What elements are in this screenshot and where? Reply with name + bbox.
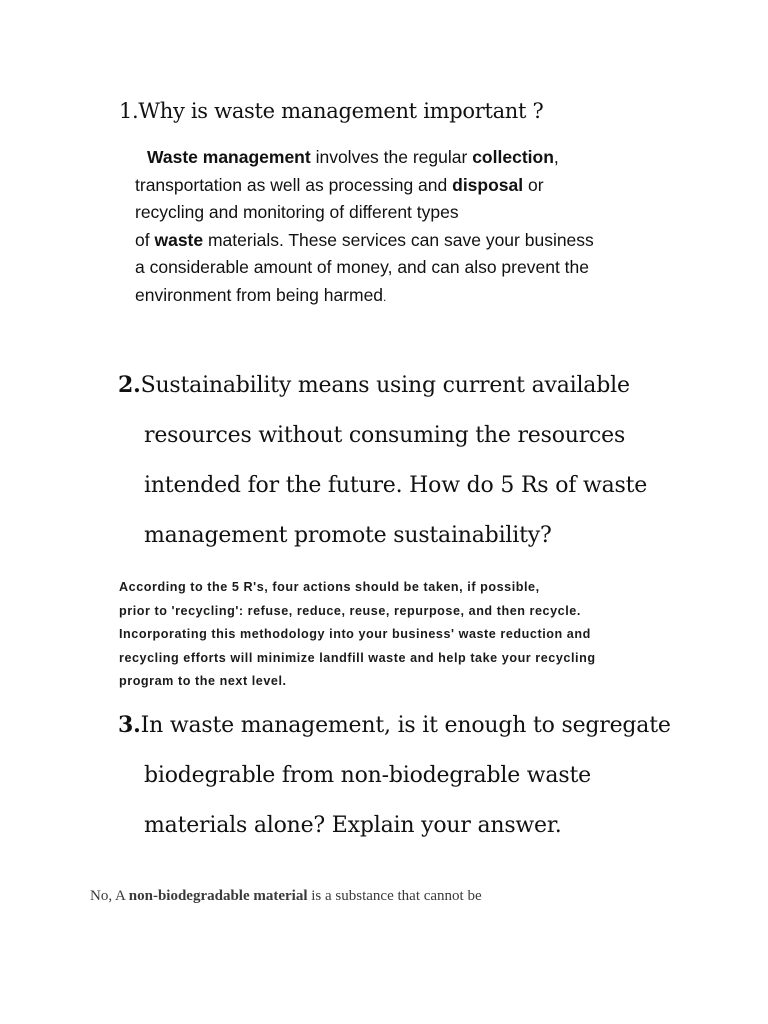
answer-1-bold-waste-management: Waste management (147, 147, 311, 167)
answer-1-bold-waste: waste (154, 229, 204, 250)
answer-3-bold-term: non-biodegradable material (128, 888, 308, 904)
answer-3-text: No, A (90, 888, 129, 904)
question-3-line: biodegrable from non-biodegrable waste (144, 763, 591, 788)
answer-1-text: environment from being harmed (135, 284, 384, 305)
question-3-line: In waste management, is it enough to segregate (140, 713, 671, 738)
answer-1-text: involves the regular (310, 147, 473, 167)
answer-2-line: Incorporating this methodology into your business' waste reduction and (119, 627, 591, 641)
question-2-line: intended for the future. How do 5 Rs of waste (144, 473, 648, 498)
question-2-line: management promote sustainability? (144, 523, 552, 548)
question-1-title: 1.Why is waste management important ? (119, 99, 544, 123)
answer-1-text: a considerable amount of money, and can also prevent the (135, 257, 589, 277)
answer-2-line: According to the 5 R's, four actions should be taken, if possible, (119, 580, 540, 594)
answer-1-text: of (135, 229, 155, 250)
question-1-answer (135, 144, 695, 311)
answer-3-text: is a substance that cannot be (307, 888, 482, 904)
answer-1-text: , (553, 147, 559, 167)
question-3-title (118, 700, 671, 851)
answer-2-line: recycling efforts will minimize landfill waste and help take your recycling (119, 650, 596, 665)
question-2-answer (119, 576, 699, 694)
answer-1-text: materials. These services can save your business (203, 229, 594, 250)
question-2-title (118, 360, 647, 561)
question-2-number: 2. (118, 372, 141, 398)
question-3-answer (90, 888, 482, 905)
answer-1-text: transportation as well as processing and (135, 174, 453, 195)
question-2-line: Sustainability means using current available (140, 373, 630, 398)
answer-1-text: recycling and monitoring of different types (135, 202, 459, 222)
question-3-line: materials alone? Explain your answer. (144, 813, 562, 838)
answer-1-period: . (383, 289, 387, 304)
answer-2-line: program to the next level. (119, 674, 287, 688)
answer-1-text: or (523, 174, 544, 195)
question-3-number: 3. (118, 712, 141, 738)
answer-1-bold-disposal: disposal (452, 174, 524, 195)
answer-1-bold-collection: collection (472, 147, 554, 167)
answer-2-line: prior to 'recycling': refuse, reduce, reuse, repurpose, and then recycle. (119, 603, 581, 618)
question-2-line: resources without consuming the resources (144, 423, 626, 448)
